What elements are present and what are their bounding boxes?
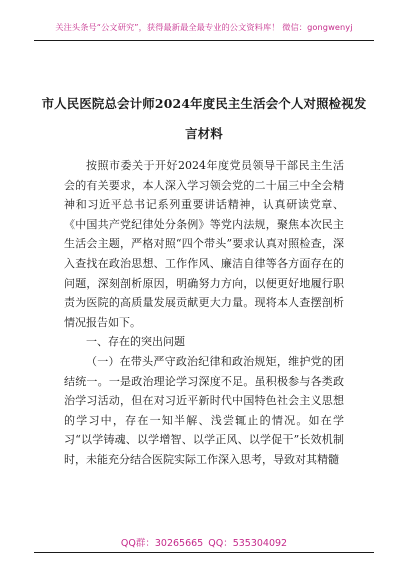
document-title-line-2: 言材料 bbox=[185, 126, 223, 141]
header-divider bbox=[34, 40, 374, 41]
section-heading: 一、存在的突出问题 bbox=[86, 335, 185, 349]
footer-divider bbox=[34, 552, 374, 553]
header-banner: 关注头条号“公文研究”，获得最新最全最专业的公文资料库！ 微信：gongwenyj bbox=[55, 22, 353, 32]
section-paragraph: （一）在带头严守政治纪律和政治规矩，维护党的团结统一。一是政治理论学习深度不足。虽积极参与各类政治学习活动，但在对习近平新时代中国特色社会主义思想的学习中，存在一知半解、浅尝辄止的情况。如在学习“以学铸魂、以学增智、以学正风、以学促干”长效机制时，未能充分结合医院实际工作深入思考，导致对其精髓 bbox=[64, 354, 344, 466]
document-body bbox=[64, 156, 344, 470]
intro-paragraph: 按照市委关于开好2024年度党员领导干部民主生活会的有关要求，本人深入学习领会党的二十届三中全会精神和习近平总书记系列重要讲话精神，认真研读党章、《中国共产党纪律处分条例》等党内法规，聚焦本次民主生活会主题，严格对照“四个带头”要求认真对照检查，深入查找在政治思想、工作作风、廉洁自律等各方面存在的问题，深刻剖析原因，明确努力方向，以便更好地履行职责为医院的高质量发展贡献更大力量。现将本人查摆剖析情况报告如下。 bbox=[64, 159, 344, 329]
footer-qq-contact: QQ群：30265665 QQ：535304092 bbox=[120, 538, 288, 549]
document-title-line-1: 市人民医院总会计师2024年度民主生活会个人对照检视发 bbox=[41, 96, 367, 111]
